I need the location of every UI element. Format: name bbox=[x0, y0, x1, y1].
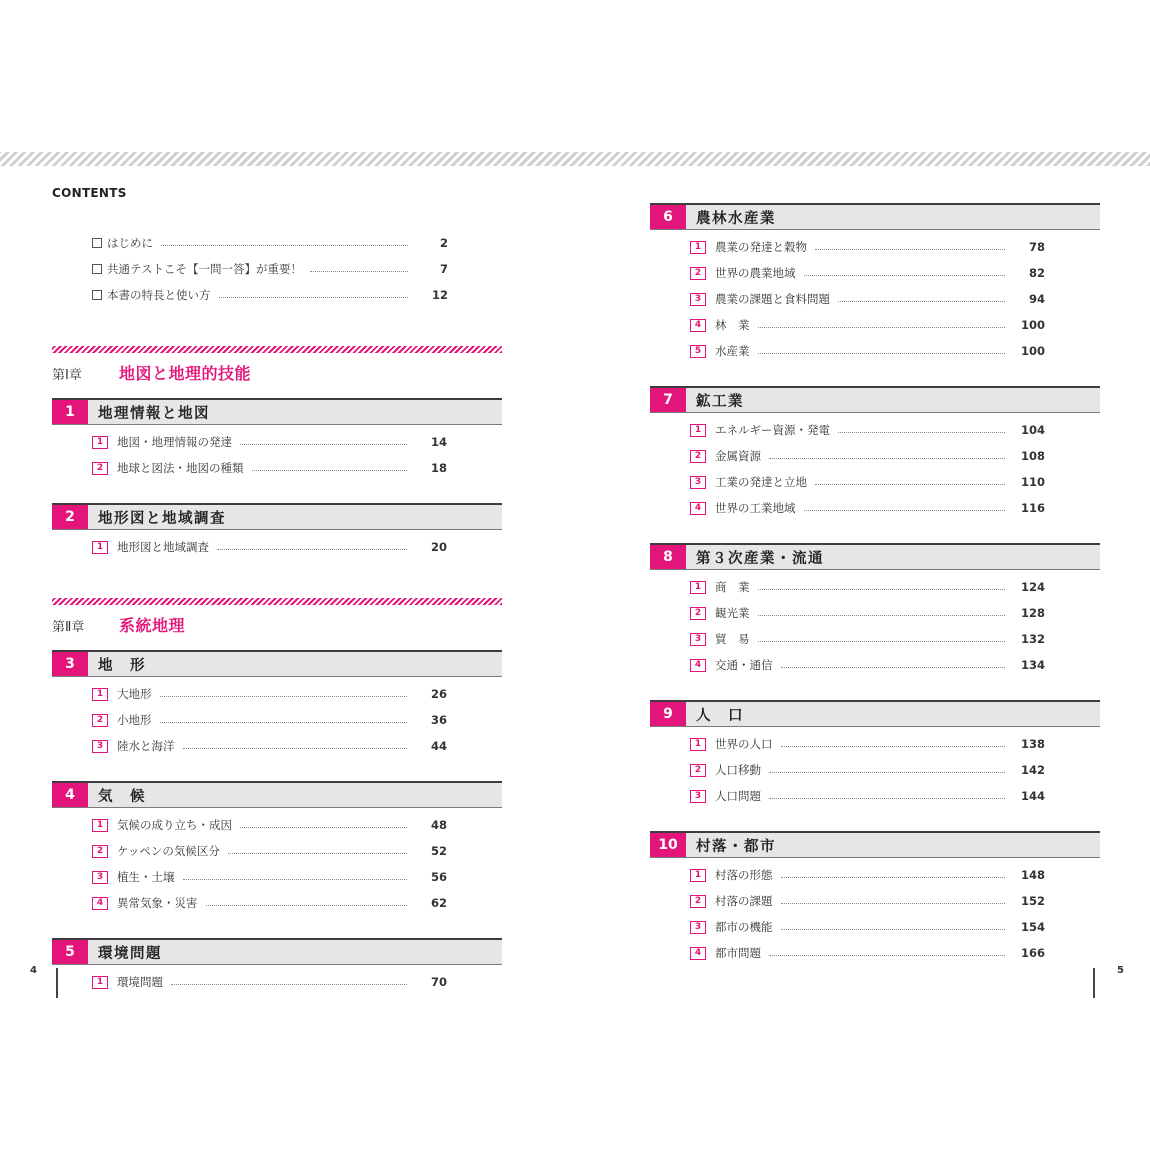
topic-page: 20 bbox=[430, 540, 447, 554]
topic-page: 142 bbox=[1020, 763, 1045, 777]
chapter-number: 4 bbox=[52, 783, 88, 807]
intro-title: はじめに bbox=[107, 236, 153, 250]
part-title-row bbox=[52, 361, 502, 384]
chapter-header[interactable] bbox=[650, 386, 1100, 413]
topic-title: 林 業 bbox=[715, 318, 750, 332]
zigzag-rule bbox=[52, 598, 502, 605]
topic-title: 金属資源 bbox=[715, 449, 761, 463]
chapter-number: 3 bbox=[52, 652, 88, 676]
topic-list bbox=[52, 425, 502, 481]
topic-title: 都市の機能 bbox=[715, 920, 773, 934]
topic-row[interactable] bbox=[52, 429, 447, 455]
topic-number-badge: 2 bbox=[92, 462, 108, 475]
chapter-header[interactable] bbox=[52, 650, 502, 677]
topic-row[interactable] bbox=[650, 312, 1045, 338]
topic-number-badge: 3 bbox=[92, 740, 108, 753]
topic-row[interactable] bbox=[650, 652, 1045, 678]
left-page-rule bbox=[56, 968, 58, 998]
topic-page: 166 bbox=[1020, 946, 1045, 960]
dot-leader bbox=[781, 903, 1006, 904]
topic-page: 26 bbox=[430, 687, 447, 701]
topic-title: 農業の課題と食料問題 bbox=[715, 292, 830, 306]
square-bullet-icon bbox=[92, 264, 102, 274]
chapter-section bbox=[650, 831, 1100, 966]
chapter-title: 地形図と地域調査 bbox=[98, 510, 226, 527]
topic-number-badge: 4 bbox=[92, 897, 108, 910]
chapter-number: 6 bbox=[650, 205, 686, 229]
right-page-rule bbox=[1093, 968, 1095, 998]
intro-page: 7 bbox=[439, 262, 448, 276]
zigzag-rule bbox=[52, 346, 502, 353]
topic-page: 134 bbox=[1020, 658, 1045, 672]
dot-leader bbox=[183, 879, 408, 880]
chapter-header[interactable] bbox=[650, 543, 1100, 570]
topic-page: 48 bbox=[430, 818, 447, 832]
dot-leader bbox=[769, 458, 1005, 459]
topic-title: 世界の工業地域 bbox=[715, 501, 796, 515]
chapter-title: 第３次産業・流通 bbox=[696, 550, 824, 567]
left-column bbox=[52, 230, 502, 995]
topic-row[interactable] bbox=[650, 469, 1045, 495]
topic-page: 78 bbox=[1028, 240, 1045, 254]
intro-page: 2 bbox=[439, 236, 448, 250]
chapter-number: 2 bbox=[52, 505, 88, 529]
topic-list bbox=[52, 808, 502, 916]
topic-row[interactable] bbox=[650, 600, 1045, 626]
topic-number-badge: 2 bbox=[690, 764, 706, 777]
dot-leader bbox=[838, 301, 1005, 302]
chapter-header[interactable] bbox=[650, 831, 1100, 858]
chapter-title: 地理情報と地図 bbox=[98, 405, 210, 422]
dot-leader bbox=[240, 444, 407, 445]
chapter-section bbox=[52, 938, 502, 995]
intro-title: 共通テストこそ【一問一答】が重要！ bbox=[107, 262, 303, 276]
topic-title: 環境問題 bbox=[117, 975, 163, 989]
chapter-number: 8 bbox=[650, 545, 686, 569]
topic-row[interactable] bbox=[650, 338, 1045, 364]
topic-page: 62 bbox=[430, 896, 447, 910]
chapter-section bbox=[52, 398, 502, 481]
square-bullet-icon bbox=[92, 290, 102, 300]
topic-title: 工業の発達と立地 bbox=[715, 475, 807, 489]
dot-leader bbox=[781, 667, 1006, 668]
topic-title: 異常気象・災害 bbox=[117, 896, 198, 910]
topic-title: エネルギー資源・発電 bbox=[715, 423, 830, 437]
chapter-number: 10 bbox=[650, 833, 686, 857]
topic-title: 人口移動 bbox=[715, 763, 761, 777]
dot-leader bbox=[758, 353, 1006, 354]
dot-leader bbox=[217, 549, 407, 550]
topic-row[interactable] bbox=[650, 783, 1045, 809]
topic-page: 128 bbox=[1020, 606, 1045, 620]
topic-number-badge: 3 bbox=[690, 921, 706, 934]
topic-row[interactable] bbox=[650, 731, 1045, 757]
topic-row[interactable] bbox=[650, 888, 1045, 914]
topic-number-badge: 1 bbox=[92, 541, 108, 554]
left-page-number: 4 bbox=[30, 965, 37, 976]
chapter-section bbox=[52, 650, 502, 759]
topic-number-badge: 3 bbox=[690, 790, 706, 803]
chapter-title: 農林水産業 bbox=[696, 210, 776, 227]
chapter-title: 地 形 bbox=[98, 657, 146, 674]
right-column bbox=[650, 189, 1100, 966]
topic-title: 世界の農業地域 bbox=[715, 266, 796, 280]
topic-page: 18 bbox=[430, 461, 447, 475]
topic-title: 水産業 bbox=[715, 344, 750, 358]
contents-label: CONTENTS bbox=[52, 186, 127, 200]
dot-leader bbox=[781, 929, 1006, 930]
part-label: 第Ⅰ章 bbox=[52, 368, 82, 383]
topic-title: 地形図と地域調査 bbox=[117, 540, 209, 554]
topic-row[interactable] bbox=[650, 495, 1045, 521]
part-title-row bbox=[52, 613, 502, 636]
topic-row[interactable] bbox=[52, 455, 447, 481]
topic-number-badge: 1 bbox=[92, 976, 108, 989]
topic-number-badge: 4 bbox=[690, 502, 706, 515]
topic-title: 気候の成り立ち・成因 bbox=[117, 818, 232, 832]
topic-title: 小地形 bbox=[117, 713, 152, 727]
chapter-header[interactable] bbox=[52, 938, 502, 965]
dot-leader bbox=[781, 746, 1006, 747]
dot-leader bbox=[769, 955, 1005, 956]
topic-page: 44 bbox=[430, 739, 447, 753]
topic-title: 商 業 bbox=[715, 580, 750, 594]
topic-title: 陸水と海洋 bbox=[117, 739, 175, 753]
intro-list bbox=[52, 230, 448, 308]
topic-list bbox=[650, 727, 1100, 809]
topic-row[interactable] bbox=[650, 862, 1045, 888]
topic-number-badge: 2 bbox=[92, 845, 108, 858]
chapter-number: 1 bbox=[52, 400, 88, 424]
dot-leader bbox=[815, 249, 1005, 250]
topic-number-badge: 1 bbox=[92, 688, 108, 701]
dot-leader bbox=[769, 772, 1005, 773]
dot-leader bbox=[219, 297, 409, 298]
topic-title: 村落の形態 bbox=[715, 868, 773, 882]
topic-row[interactable] bbox=[52, 733, 447, 759]
topic-number-badge: 5 bbox=[690, 345, 706, 358]
topic-page: 138 bbox=[1020, 737, 1045, 751]
topic-number-badge: 3 bbox=[92, 871, 108, 884]
topic-title: 都市問題 bbox=[715, 946, 761, 960]
topic-page: 110 bbox=[1020, 475, 1045, 489]
topic-title: 交通・通信 bbox=[715, 658, 773, 672]
topic-row[interactable] bbox=[52, 890, 447, 916]
topic-row[interactable] bbox=[52, 838, 447, 864]
topic-row[interactable] bbox=[650, 260, 1045, 286]
intro-item[interactable] bbox=[92, 282, 448, 308]
dot-leader bbox=[838, 432, 1005, 433]
intro-item[interactable] bbox=[92, 256, 448, 282]
dot-leader bbox=[206, 905, 408, 906]
topic-title: 大地形 bbox=[117, 687, 152, 701]
topic-row[interactable] bbox=[52, 969, 447, 995]
topic-row[interactable] bbox=[650, 574, 1045, 600]
chapter-title: 人 口 bbox=[696, 707, 744, 724]
topic-number-badge: 4 bbox=[690, 659, 706, 672]
intro-page: 12 bbox=[431, 288, 448, 302]
topic-number-badge: 3 bbox=[690, 476, 706, 489]
topic-number-badge: 1 bbox=[92, 436, 108, 449]
topic-number-badge: 2 bbox=[690, 267, 706, 280]
dot-leader bbox=[160, 722, 408, 723]
dot-leader bbox=[310, 271, 408, 272]
topic-number-badge: 4 bbox=[690, 319, 706, 332]
topic-number-badge: 1 bbox=[690, 869, 706, 882]
topic-page: 116 bbox=[1020, 501, 1045, 515]
dot-leader bbox=[160, 696, 408, 697]
topic-row[interactable] bbox=[650, 626, 1045, 652]
chapter-number: 5 bbox=[52, 940, 88, 964]
dot-leader bbox=[161, 245, 408, 246]
dot-leader bbox=[769, 798, 1005, 799]
topic-page: 14 bbox=[430, 435, 447, 449]
topic-list bbox=[650, 570, 1100, 678]
chapter-section bbox=[650, 700, 1100, 809]
chapter-header[interactable] bbox=[52, 503, 502, 530]
topic-title: 世界の人口 bbox=[715, 737, 773, 751]
topic-page: 82 bbox=[1028, 266, 1045, 280]
chapter-number: 9 bbox=[650, 702, 686, 726]
part-header bbox=[52, 346, 502, 384]
chapter-title: 気 候 bbox=[98, 788, 146, 805]
topic-number-badge: 2 bbox=[92, 714, 108, 727]
part-title: 系統地理 bbox=[119, 616, 186, 635]
topic-page: 70 bbox=[430, 975, 447, 989]
topic-number-badge: 2 bbox=[690, 450, 706, 463]
topic-row[interactable] bbox=[52, 681, 447, 707]
dot-leader bbox=[758, 589, 1006, 590]
topic-number-badge: 1 bbox=[690, 241, 706, 254]
dot-leader bbox=[252, 470, 408, 471]
topic-page: 104 bbox=[1020, 423, 1045, 437]
topic-number-badge: 1 bbox=[690, 738, 706, 751]
topic-page: 100 bbox=[1020, 318, 1045, 332]
dot-leader bbox=[183, 748, 408, 749]
topic-page: 100 bbox=[1020, 344, 1045, 358]
topic-list bbox=[650, 413, 1100, 521]
chapter-section bbox=[650, 386, 1100, 521]
topic-row[interactable] bbox=[52, 864, 447, 890]
topic-page: 132 bbox=[1020, 632, 1045, 646]
topic-number-badge: 1 bbox=[690, 581, 706, 594]
dot-leader bbox=[240, 827, 407, 828]
dot-leader bbox=[228, 853, 407, 854]
chapter-header[interactable] bbox=[650, 700, 1100, 727]
topic-title: 地図・地理情報の発達 bbox=[117, 435, 232, 449]
topic-number-badge: 1 bbox=[92, 819, 108, 832]
topic-title: 村落の課題 bbox=[715, 894, 773, 908]
topic-number-badge: 4 bbox=[690, 947, 706, 960]
topic-page: 154 bbox=[1020, 920, 1045, 934]
topic-number-badge: 3 bbox=[690, 633, 706, 646]
dot-leader bbox=[781, 877, 1006, 878]
topic-row[interactable] bbox=[650, 234, 1045, 260]
topic-list bbox=[52, 965, 502, 995]
topic-row[interactable] bbox=[52, 812, 447, 838]
topic-list bbox=[650, 858, 1100, 966]
dot-leader bbox=[804, 510, 1006, 511]
topic-row[interactable] bbox=[52, 534, 447, 560]
dot-leader bbox=[815, 484, 1005, 485]
topic-row[interactable] bbox=[650, 914, 1045, 940]
topic-row[interactable] bbox=[650, 443, 1045, 469]
dot-leader bbox=[758, 615, 1006, 616]
part-label: 第Ⅱ章 bbox=[52, 620, 85, 635]
square-bullet-icon bbox=[92, 238, 102, 248]
topic-title: 農業の発達と穀物 bbox=[715, 240, 807, 254]
topic-page: 108 bbox=[1020, 449, 1045, 463]
topic-page: 56 bbox=[430, 870, 447, 884]
chapter-section bbox=[52, 503, 502, 560]
topic-row[interactable] bbox=[650, 417, 1045, 443]
top-hatch-band bbox=[0, 152, 1150, 166]
topic-page: 36 bbox=[430, 713, 447, 727]
topic-title: ケッペンの気候区分 bbox=[117, 844, 220, 858]
topic-page: 148 bbox=[1020, 868, 1045, 882]
chapter-number: 7 bbox=[650, 388, 686, 412]
topic-row[interactable] bbox=[650, 286, 1045, 312]
dot-leader bbox=[758, 641, 1006, 642]
topic-title: 観光業 bbox=[715, 606, 750, 620]
dot-leader bbox=[804, 275, 1006, 276]
part-title: 地図と地理的技能 bbox=[119, 364, 252, 383]
topic-page: 94 bbox=[1028, 292, 1045, 306]
topic-page: 52 bbox=[430, 844, 447, 858]
topic-number-badge: 1 bbox=[690, 424, 706, 437]
topic-title: 貿 易 bbox=[715, 632, 750, 646]
intro-title: 本書の特長と使い方 bbox=[107, 288, 211, 302]
chapter-section bbox=[52, 781, 502, 916]
chapter-title: 村落・都市 bbox=[696, 838, 776, 855]
part-header bbox=[52, 598, 502, 636]
chapter-header[interactable] bbox=[52, 781, 502, 808]
chapter-header[interactable] bbox=[52, 398, 502, 425]
topic-page: 144 bbox=[1020, 789, 1045, 803]
topic-list bbox=[52, 677, 502, 759]
topic-title: 植生・土壌 bbox=[117, 870, 175, 884]
chapter-section bbox=[650, 203, 1100, 364]
chapter-title: 環境問題 bbox=[98, 945, 162, 962]
dot-leader bbox=[758, 327, 1006, 328]
topic-title: 地球と図法・地図の種類 bbox=[117, 461, 244, 475]
topic-page: 124 bbox=[1020, 580, 1045, 594]
chapter-title: 鉱工業 bbox=[696, 393, 744, 410]
topic-row[interactable] bbox=[52, 707, 447, 733]
topic-title: 人口問題 bbox=[715, 789, 761, 803]
topic-list bbox=[650, 230, 1100, 364]
topic-number-badge: 3 bbox=[690, 293, 706, 306]
topic-page: 152 bbox=[1020, 894, 1045, 908]
chapter-section bbox=[650, 543, 1100, 678]
dot-leader bbox=[171, 984, 407, 985]
right-page-number: 5 bbox=[1117, 965, 1124, 976]
topic-number-badge: 2 bbox=[690, 895, 706, 908]
topic-row[interactable] bbox=[650, 940, 1045, 966]
chapter-header[interactable] bbox=[650, 203, 1100, 230]
intro-item[interactable] bbox=[92, 230, 448, 256]
topic-number-badge: 2 bbox=[690, 607, 706, 620]
topic-row[interactable] bbox=[650, 757, 1045, 783]
topic-list bbox=[52, 530, 502, 560]
